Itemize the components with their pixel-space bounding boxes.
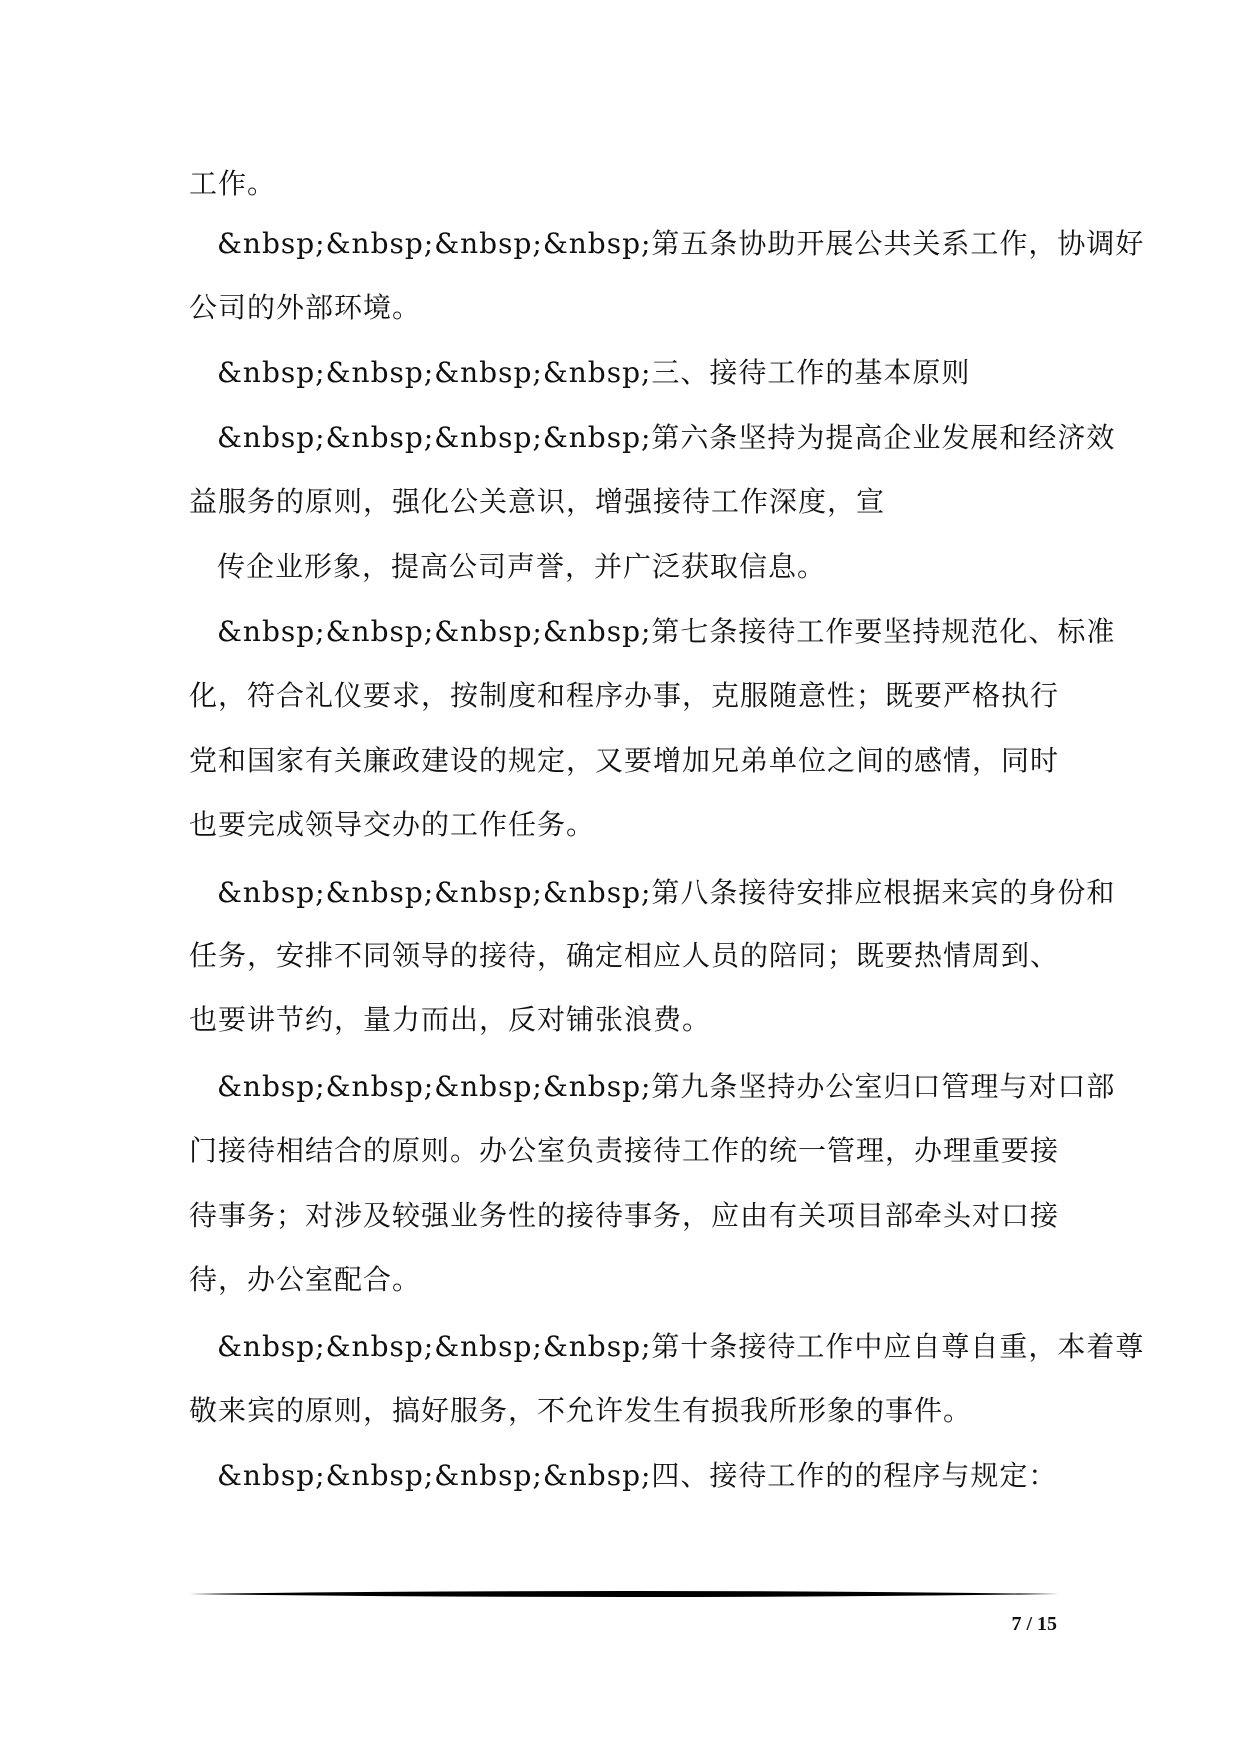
text-line: &nbsp;&nbsp;&nbsp;&nbsp;第十条接待工作中应自尊自重，本着尊 xyxy=(217,1330,1145,1363)
text-line: 也要完成领导交办的工作任务。 xyxy=(189,808,596,841)
text-line: 任务，安排不同领导的接待，确定相应人员的陪同；既要热情周到、 xyxy=(189,939,1060,972)
text-line: &nbsp;&nbsp;&nbsp;&nbsp;第九条坚持办公室归口管理与对口部 xyxy=(217,1070,1116,1103)
text-line: &nbsp;&nbsp;&nbsp;&nbsp;第七条接待工作要坚持规范化、标准 xyxy=(217,615,1116,648)
text-line: 也要讲节约，量力而出，反对铺张浪费。 xyxy=(189,1003,712,1036)
text-line: 工作。 xyxy=(189,167,277,200)
text-line: 门接待相结合的原则。办公室负责接待工作的统一管理，办理重要接 xyxy=(189,1134,1060,1167)
text-line: &nbsp;&nbsp;&nbsp;&nbsp;第五条协助开展公共关系工作，协调好 xyxy=(217,227,1145,260)
text-line: 公司的外部环境。 xyxy=(189,291,422,324)
text-line: 传企业形象，提高公司声誉，并广泛获取信息。 xyxy=(217,550,827,583)
text-line: 化，符合礼仪要求，按制度和程序办事，克服随意性；既要严格执行 xyxy=(189,679,1060,712)
footer-rule xyxy=(189,1589,1059,1599)
text-line: 敬来宾的原则，搞好服务，不允许发生有损我所形象的事件。 xyxy=(189,1394,973,1427)
text-line: 益服务的原则，强化公关意识，增强接待工作深度，宣 xyxy=(189,485,886,518)
text-line: 待，办公室配合。 xyxy=(189,1263,422,1296)
text-line: &nbsp;&nbsp;&nbsp;&nbsp;第八条接待安排应根据来宾的身份和 xyxy=(217,876,1116,909)
page-number: 7 / 15 xyxy=(1011,1613,1057,1635)
text-line: 待事务；对涉及较强业务性的接待事务，应由有关项目部牵头对口接 xyxy=(189,1199,1060,1232)
section-heading: &nbsp;&nbsp;&nbsp;&nbsp;四、接待工作的的程序与规定： xyxy=(217,1459,1058,1492)
section-heading: &nbsp;&nbsp;&nbsp;&nbsp;三、接待工作的基本原则 xyxy=(217,356,971,389)
text-line: 党和国家有关廉政建设的规定，又要增加兄弟单位之间的感情，同时 xyxy=(189,744,1060,777)
text-line: &nbsp;&nbsp;&nbsp;&nbsp;第六条坚持为提高企业发展和经济效 xyxy=(217,421,1116,454)
